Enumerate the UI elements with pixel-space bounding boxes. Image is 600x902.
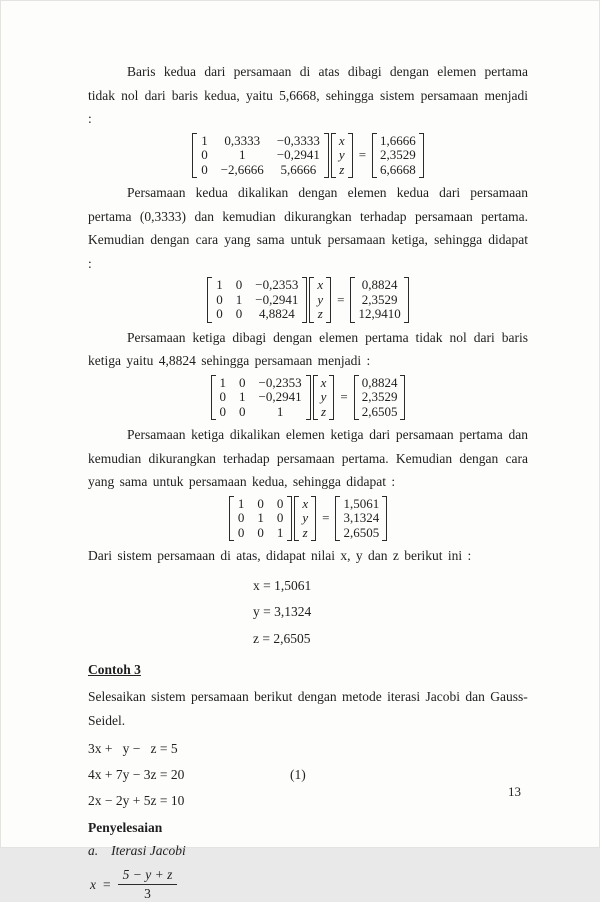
equals-sign: = [337, 291, 345, 307]
jacobi-x-formula [90, 867, 528, 902]
matrix-cell: 0 [276, 495, 284, 511]
result-y: y = 3,1324 [253, 604, 312, 619]
matrix-cell: 0 [257, 524, 264, 540]
equals-sign: = [358, 147, 367, 163]
solution-heading: Penyelesaian [88, 820, 163, 835]
coefficient-matrix [197, 133, 324, 179]
matrix-equation-2 [88, 277, 528, 323]
matrix-cell: 1 [239, 389, 246, 404]
matrix-cell: 0 [239, 403, 246, 419]
coefficient-matrix [212, 277, 302, 323]
constant-vector [377, 133, 419, 179]
matrix-cell: 0 [216, 291, 223, 307]
paragraph-elimination-col3: Persamaan ketiga dikalikan elemen ketiga dari persamaan pertama dan kemudian dikurangkan terhadap persamaan pertama. Kemudian dengan cara yang sama untuk persamaan kedua, sehingga didapat : [88, 427, 528, 489]
variable-y: y [320, 389, 327, 404]
equation-3 [88, 788, 528, 814]
matrix-cell: 0 [235, 306, 243, 321]
bracket-right [302, 277, 307, 323]
equation-2-text: 4x + 7y − 3z = 20 [88, 767, 185, 782]
matrix-cell: 0 [219, 403, 227, 419]
bracket-right [326, 277, 331, 323]
variable-x: x [338, 132, 345, 148]
equation-1-text: 3x + y − z = 5 [88, 741, 178, 756]
equals-sign: = [103, 876, 111, 892]
matrix-cell: 0,8824 [361, 374, 398, 390]
coefficient-matrix [216, 375, 306, 421]
coefficient-matrix [234, 496, 288, 542]
variable-z: z [320, 403, 327, 419]
matrix-cell: 0 [276, 510, 284, 525]
matrix-cell: 1 [276, 403, 284, 419]
system-equations [88, 736, 528, 814]
method-a-name: Iterasi Jacobi [111, 843, 186, 858]
matrix-cell: −2,6666 [220, 161, 264, 177]
matrix-equation-3 [88, 375, 528, 421]
matrix-cell: 6,6668 [380, 161, 416, 177]
matrix-cell: 0 [201, 147, 208, 162]
matrix-cell: 1 [257, 510, 264, 525]
variable-x: x [317, 277, 324, 292]
equals-sign: = [340, 389, 348, 405]
matrix-cell: 5,6666 [280, 161, 317, 177]
variable-vector [336, 133, 348, 179]
example-3-intro: Selesaikan sistem persamaan berikut dengan metode iterasi Jacobi dan Gauss-Seidel. [88, 689, 528, 728]
fraction [118, 867, 178, 902]
fraction-denominator: 3 [144, 886, 151, 901]
fraction-numerator: 5 − y + z [118, 867, 178, 885]
constant-vector [359, 375, 401, 421]
variable-x: x [302, 495, 309, 511]
matrix-cell: −0,2941 [255, 291, 299, 307]
matrix-cell: 3,1324 [343, 510, 380, 525]
matrix-cell: 0 [239, 374, 246, 390]
variable-vector [318, 375, 330, 421]
equation-2 [88, 762, 528, 788]
matrix-cell: 1 [237, 495, 245, 511]
constant-vector [340, 496, 382, 542]
bracket-right [306, 375, 311, 421]
result-x: x = 1,5061 [253, 577, 312, 593]
matrix-cell: 0,8824 [361, 277, 398, 292]
matrix-cell: 0 [219, 389, 227, 404]
matrix-cell: 0 [235, 277, 243, 292]
matrix-cell: 0,3333 [224, 132, 261, 148]
example-3-heading: Contoh 3 [88, 662, 141, 677]
matrix-cell: 1 [235, 291, 243, 307]
matrix-cell: 0 [237, 510, 245, 525]
variable-z: z [302, 524, 308, 540]
method-a-jacobi [88, 843, 528, 859]
solution-values [253, 573, 528, 653]
paragraph-row-division: Baris kedua dari persamaan di atas dibagi dengan elemen pertama tidak nol dari baris kedua, yaitu 5,6668, sehingga sistem persamaan menjadi : [88, 64, 528, 126]
variable-y: y [317, 291, 324, 307]
matrix-cell: 2,3529 [361, 389, 398, 404]
matrix-cell: −0,2941 [258, 389, 302, 404]
matrix-cell: 0 [216, 306, 223, 321]
matrix-cell: 1 [239, 147, 246, 162]
matrix-cell: 1 [201, 132, 208, 148]
bracket-right [287, 496, 292, 542]
equation-3-text: 2x − 2y + 5z = 10 [88, 793, 185, 808]
matrix-cell: 1 [219, 374, 227, 390]
matrix-equation-1 [88, 133, 528, 179]
variable-y: y [302, 510, 309, 525]
matrix-cell: 1 [276, 524, 284, 540]
bracket-right [324, 133, 329, 179]
result-z: z = 2,6505 [253, 630, 311, 646]
page-content [88, 60, 528, 902]
bracket-right [311, 496, 316, 542]
matrix-cell: 1,5061 [343, 495, 380, 511]
formula-lhs: x [90, 876, 96, 892]
bracket-right [348, 133, 353, 179]
equals-sign: = [322, 510, 330, 526]
variable-z: z [339, 161, 345, 177]
page-number: 13 [508, 784, 521, 799]
matrix-cell: 1 [216, 277, 223, 292]
matrix-cell: 0 [237, 524, 245, 540]
constant-vector [355, 277, 403, 323]
bracket-right [419, 133, 424, 179]
matrix-cell: −0,2941 [276, 147, 320, 162]
paragraph-row3-division: Persamaan ketiga dibagi dengan elemen pertama tidak nol dari baris ketiga yaitu 4,8824 sehingga persamaan menjadi : [88, 329, 528, 368]
bracket-right [404, 277, 409, 323]
matrix-cell: 0 [257, 495, 264, 511]
variable-z: z [317, 306, 323, 321]
matrix-cell: 2,6505 [343, 524, 380, 540]
matrix-cell: 2,3529 [361, 291, 398, 307]
matrix-cell: 0 [201, 161, 208, 177]
matrix-equation-4 [88, 496, 528, 542]
bracket-right [382, 496, 387, 542]
matrix-cell: 4,8824 [258, 306, 295, 321]
variable-vector [314, 277, 326, 323]
matrix-cell: 1,6666 [380, 132, 416, 148]
variable-y: y [338, 147, 345, 162]
equation-group-label: (1) [290, 767, 306, 782]
bracket-right [400, 375, 405, 421]
matrix-cell: 2,6505 [361, 403, 398, 419]
variable-vector [299, 496, 311, 542]
matrix-cell: −0,2353 [258, 374, 302, 390]
variable-x: x [320, 374, 327, 390]
matrix-cell: −0,2353 [255, 277, 299, 292]
method-a-letter: a. [88, 843, 99, 858]
matrix-cell: −0,3333 [276, 132, 320, 148]
matrix-cell: 12,9410 [358, 306, 401, 321]
paragraph-conclusion: Dari sistem persamaan di atas, didapat nilai x, y dan z berikut ini : [88, 548, 472, 563]
equation-1 [88, 736, 528, 762]
paragraph-elimination-col2: Persamaan kedua dikalikan dengan elemen kedua dari persamaan pertama (0,3333) dan kemudian dikurangkan terhadap persamaan pertama. Kemudian dengan cara yang sama untuk persamaan ketiga, sehingga didapat : [88, 185, 528, 271]
bracket-right [329, 375, 334, 421]
matrix-cell: 2,3529 [380, 147, 416, 162]
